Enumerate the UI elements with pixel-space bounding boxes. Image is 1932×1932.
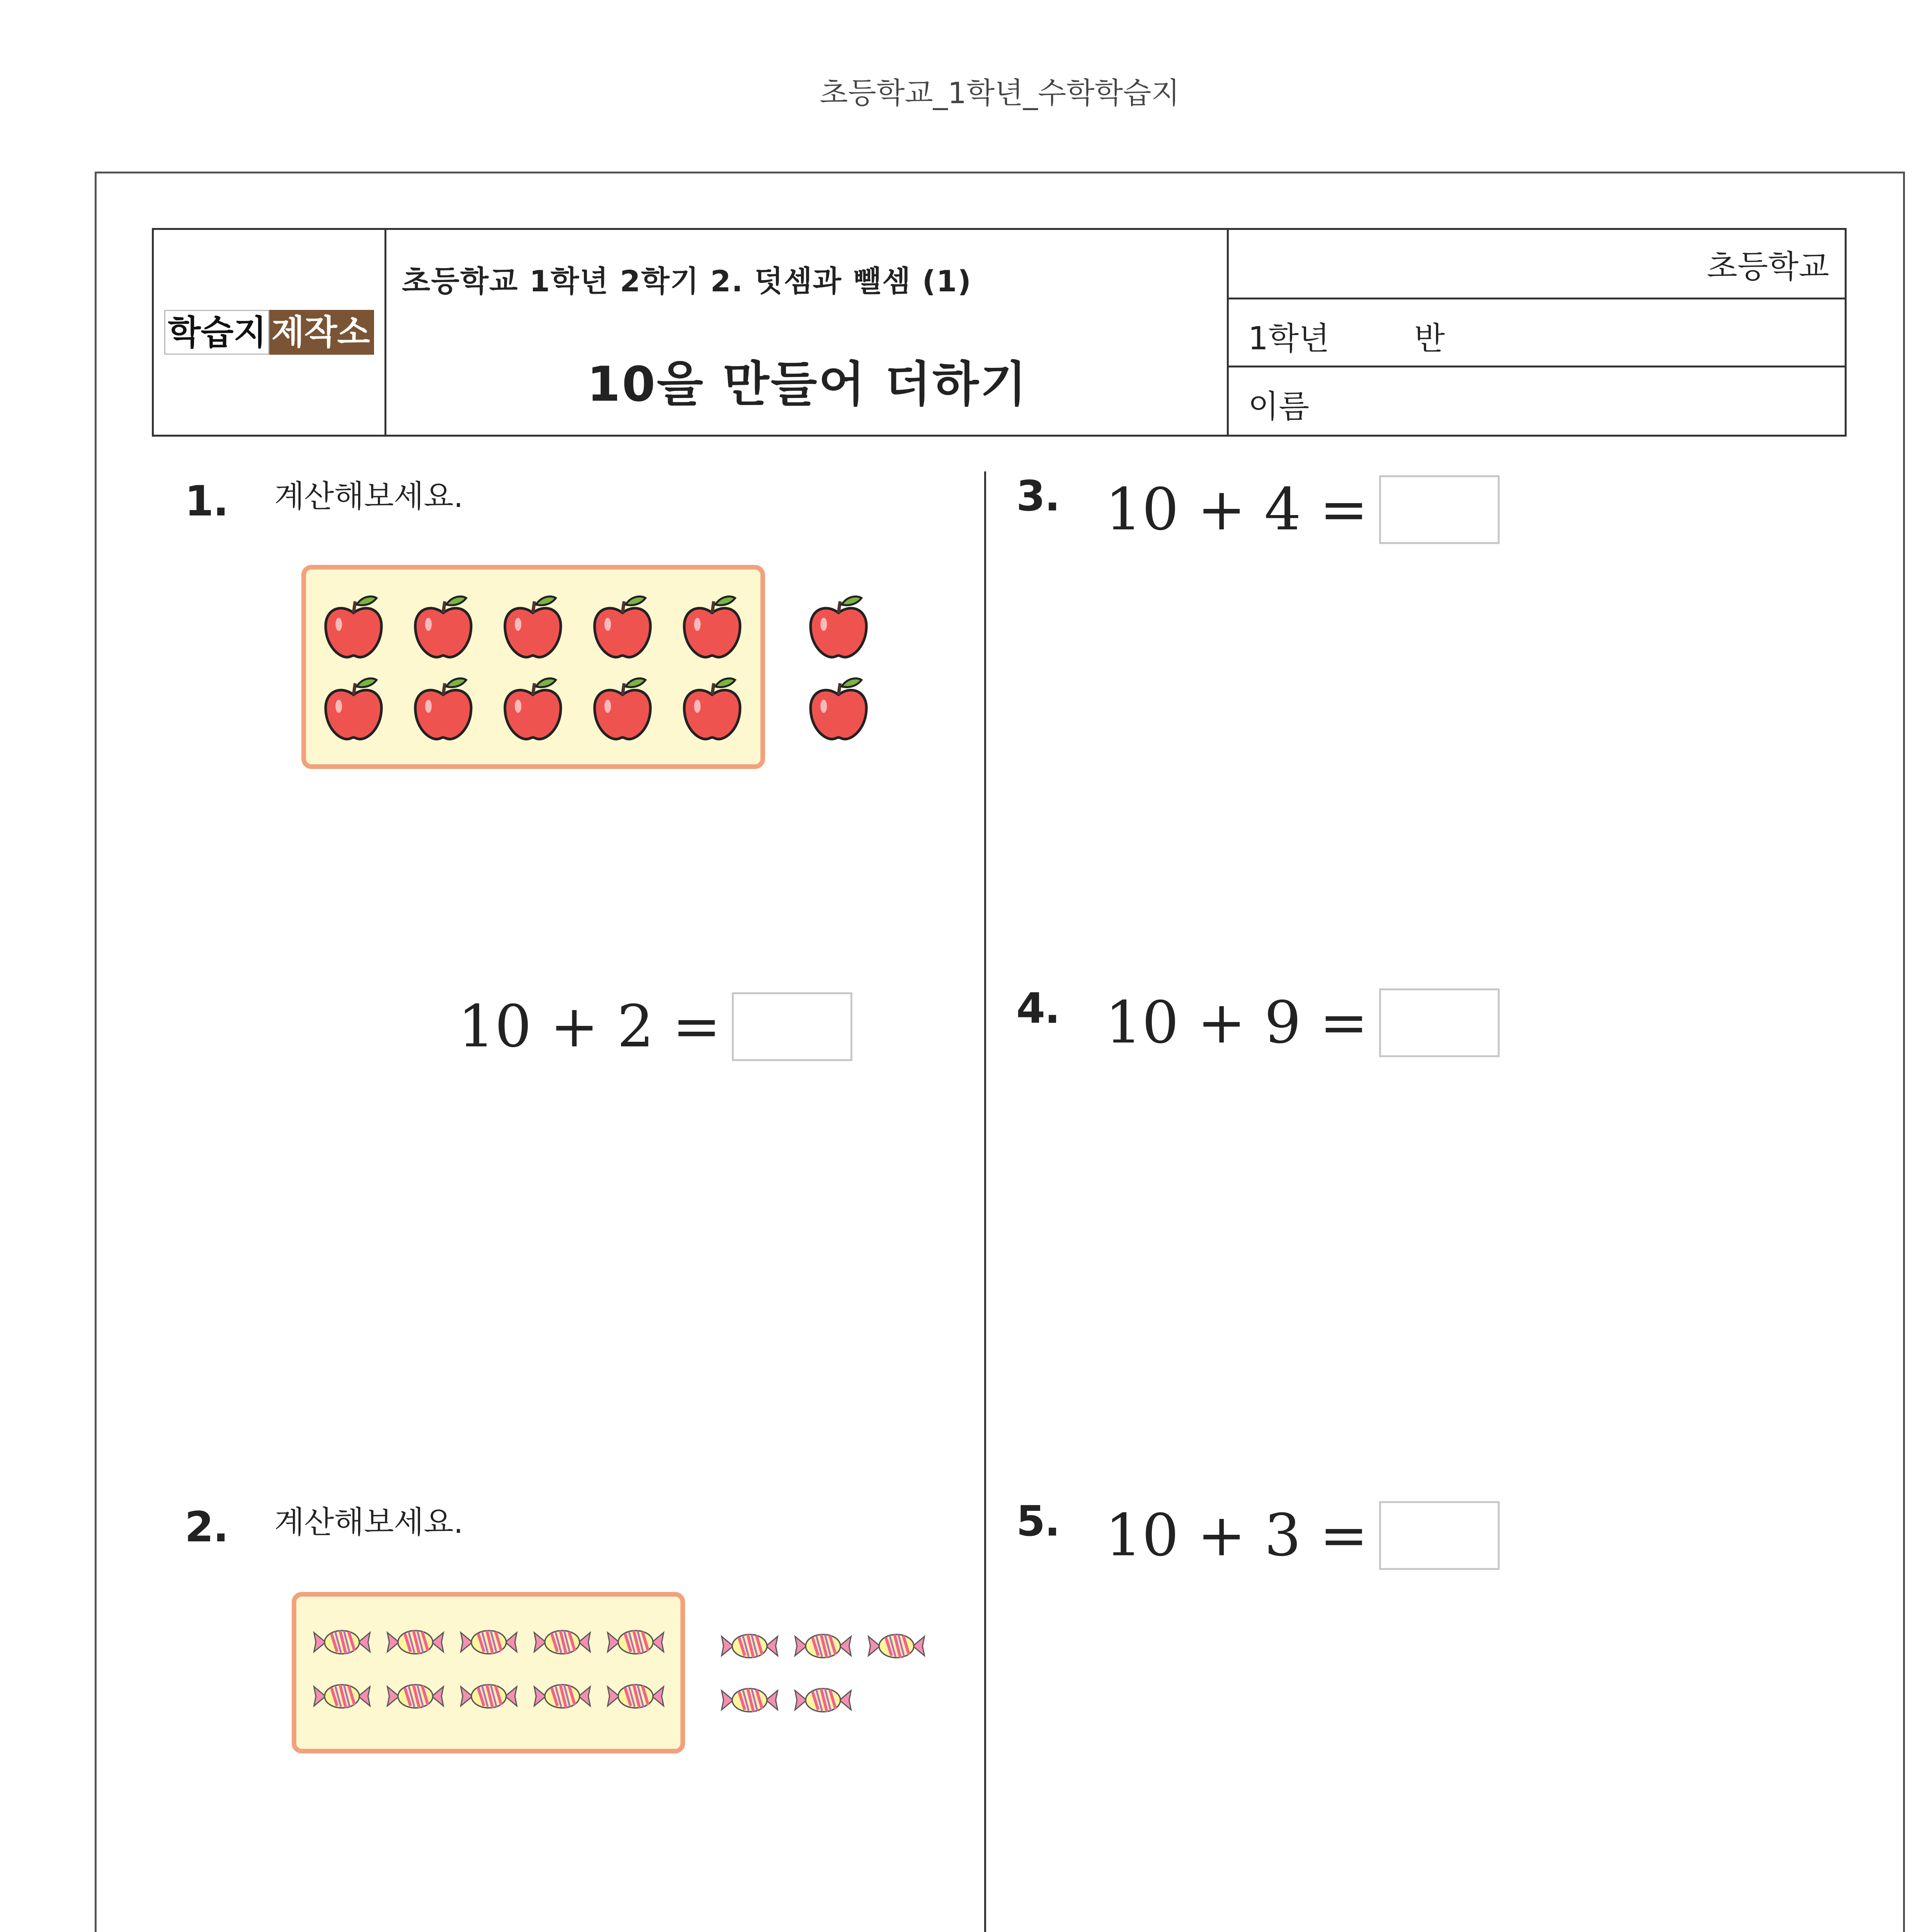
unit-label: 초등학교 1학년 2학기 2. 덧셈과 뺄셈 (1)	[402, 264, 972, 298]
candy-icon	[311, 1625, 373, 1660]
question-2-number: 2.	[185, 1503, 228, 1551]
question-5-expression: 10 + 3 =	[1105, 1502, 1368, 1569]
ten-frame-tray	[292, 1592, 685, 1753]
apple-icon	[500, 673, 566, 743]
candy-icon	[605, 1679, 667, 1714]
candy-icon	[458, 1679, 520, 1714]
class-label: 반	[1414, 320, 1445, 357]
question-4-number: 4.	[1016, 985, 1060, 1033]
worksheet-title: 10을 만들어 더하기	[587, 357, 1028, 412]
question-1-equation	[458, 992, 852, 1061]
apple-icon	[321, 673, 386, 743]
question-5-answer-box[interactable]	[1379, 1501, 1500, 1570]
apple-icon	[500, 591, 566, 661]
apple-icon	[321, 591, 386, 661]
column-divider	[984, 471, 986, 1932]
question-5-number: 5.	[1016, 1497, 1060, 1546]
subject-cell	[386, 230, 1229, 435]
apple-icon	[679, 591, 745, 661]
worksheet-header	[152, 228, 1847, 437]
logo-cell	[154, 230, 386, 435]
candy-icon	[531, 1625, 593, 1660]
name-row[interactable]	[1229, 367, 1845, 435]
question-3-equation	[1105, 475, 1500, 544]
apple-icon	[590, 673, 655, 743]
name-label: 이름	[1248, 388, 1310, 425]
question-4-expression: 10 + 9 =	[1105, 989, 1368, 1056]
question-3-number: 3.	[1016, 472, 1060, 520]
logo-text-left: 학습지	[164, 310, 269, 355]
question-1-answer-box[interactable]	[732, 992, 852, 1061]
logo-text-right: 제작소	[269, 310, 374, 355]
school-label: 초등학교	[1707, 248, 1829, 285]
school-row	[1229, 230, 1845, 299]
question-4-answer-box[interactable]	[1379, 988, 1500, 1057]
apple-icon	[679, 673, 745, 743]
candy-icon	[605, 1625, 667, 1660]
candy-icon	[719, 1629, 781, 1663]
candy-icon	[792, 1629, 854, 1663]
question-3-expression: 10 + 4 =	[1105, 476, 1368, 543]
candy-icon	[384, 1625, 446, 1660]
candy-icon	[531, 1679, 593, 1714]
document-title: 초등학교_1학년_수학학습지	[820, 76, 1180, 110]
question-2-instruction: 계산해보세요.	[274, 1504, 464, 1540]
grade-row[interactable]	[1229, 299, 1845, 367]
publisher-logo	[164, 310, 374, 355]
question-4-equation	[1105, 988, 1500, 1057]
apple-icon	[590, 591, 655, 661]
apple-icon	[806, 673, 871, 743]
question-5-equation	[1105, 1501, 1500, 1570]
question-1-number: 1.	[185, 477, 228, 526]
candy-icon	[866, 1629, 927, 1663]
candy-icon	[792, 1683, 854, 1718]
question-3-answer-box[interactable]	[1379, 475, 1500, 544]
candy-icon	[311, 1679, 373, 1714]
apple-icon	[410, 591, 476, 661]
candy-icon	[384, 1679, 446, 1714]
apple-icon	[410, 673, 476, 743]
candy-icon	[458, 1625, 520, 1660]
question-1-expression: 10 + 2 =	[458, 993, 721, 1060]
candy-icon	[719, 1683, 781, 1718]
question-1-instruction: 계산해보세요.	[274, 478, 464, 514]
grade-label: 1학년	[1248, 320, 1330, 357]
apple-icon	[806, 591, 871, 661]
